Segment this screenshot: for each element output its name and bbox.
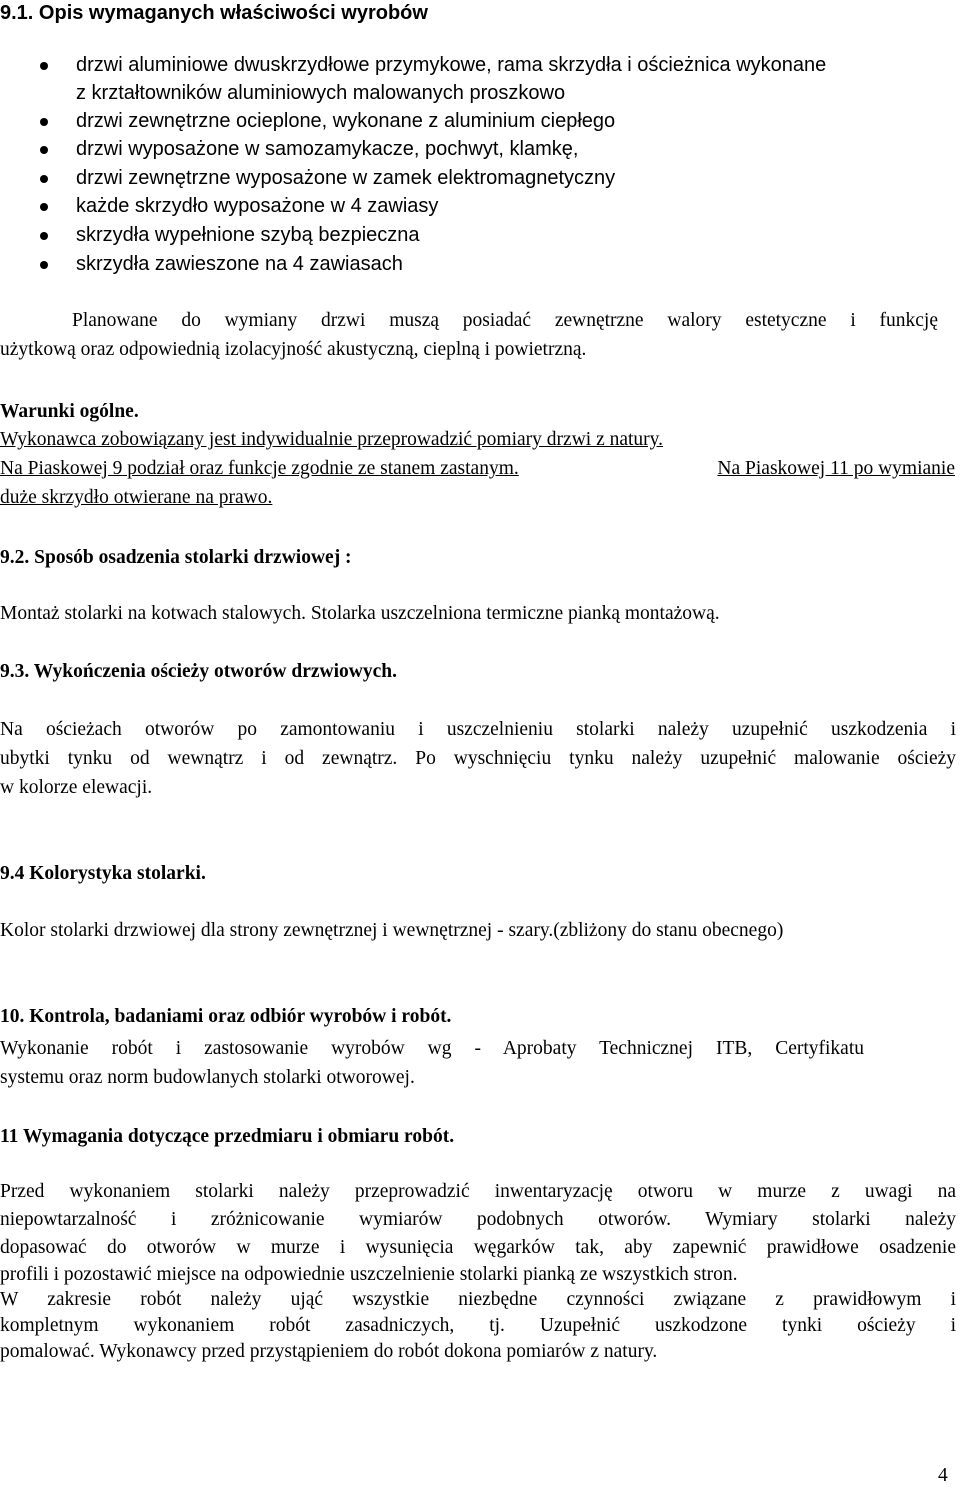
warunki-line: Na Piaskowej 9 podział oraz funkcje zgodnie ze stanem zastanym.	[0, 458, 519, 479]
bullet-text: skrzydła wypełnione szybą bezpieczna	[76, 224, 420, 246]
section-9-4-heading: 9.4 Kolorystyka stolarki.	[0, 863, 206, 884]
section-9-3-line: Na ościeżach otworów po zamontowaniu i uszczelnieniu stolarki należy uzupełnić uszkodzenia i	[0, 719, 956, 740]
section-9-2-heading: 9.2. Sposób osadzenia stolarki drzwiowej :	[0, 547, 352, 568]
warunki-heading: Warunki ogólne.	[0, 401, 139, 422]
section-10-heading: 10. Kontrola, badaniami oraz odbiór wyrobów i robót.	[0, 1006, 452, 1027]
section-11-line: pomalować. Wykonawcy przed przystąpieniem do robót dokona pomiarów z natury.	[0, 1341, 658, 1362]
warunki-line: Wykonawca zobowiązany jest indywidualnie przeprowadzić pomiary drzwi z natury.	[0, 429, 664, 450]
section-11-line: profili i pozostawić miejsce na odpowiednie uszczelnienie stolarki pianką ze wszystkich stron.	[0, 1264, 738, 1285]
section-9-4-text: Kolor stolarki drzwiowej dla strony zewnętrznej i wewnętrznej - szary.(zbliżony do stanu obecnego)	[0, 920, 784, 941]
bullet-icon	[40, 118, 48, 126]
bullet-text: każde skrzydło wyposażone w 4 zawiasy	[76, 195, 439, 217]
bullet-text: drzwi zewnętrzne wyposażone w zamek elektromagnetyczny	[76, 167, 616, 189]
bullet-icon	[40, 261, 48, 269]
section-9-2-text: Montaż stolarki na kotwach stalowych. Stolarka uszczelniona termiczne pianką montażową.	[0, 603, 720, 624]
bullet-text: drzwi aluminiowe dwuskrzydłowe przymykowe, rama skrzydła i ościeżnica wykonane	[76, 54, 827, 76]
bullet-icon	[40, 232, 48, 240]
section-11-line: Przed wykonaniem stolarki należy przeprowadzić inwentaryzację otworu w murze z uwagi na	[0, 1181, 956, 1202]
section-10-line: systemu oraz norm budowlanych stolarki otworowej.	[0, 1067, 415, 1088]
section-9-1-heading: 9.1. Opis wymaganych właściwości wyrobów	[0, 2, 428, 24]
section-9-3-heading: 9.3. Wykończenia ościeży otworów drzwiowych.	[0, 661, 397, 682]
section-11-heading: 11 Wymagania dotyczące przedmiaru i obmiaru robót.	[0, 1126, 455, 1147]
paragraph-line: Planowane do wymiany drzwi muszą posiadać zewnętrzne walory estetyczne i funkcję	[72, 310, 938, 331]
bullet-text: drzwi wyposażone w samozamykacze, pochwyt, klamkę,	[76, 138, 579, 160]
bullet-text-continuation: z krztałtowników aluminiowych malowanych proszkowo	[76, 82, 566, 104]
paragraph-line: użytkową oraz odpowiednią izolacyjność akustyczną, cieplną i powietrzną.	[0, 339, 587, 360]
warunki-line: duże skrzydło otwierane na prawo.	[0, 487, 273, 508]
page-number: 4	[938, 1465, 948, 1486]
bullet-icon	[40, 203, 48, 211]
section-10-line: Wykonanie robót i zastosowanie wyrobów wg - Aprobaty Technicznej ITB, Certyfikatu	[0, 1038, 864, 1059]
bullet-text: skrzydła zawieszone na 4 zawiasach	[76, 253, 403, 275]
section-11-line: kompletnym wykonaniem robót zasadniczych, tj. Uzupełnić uszkodzone tynki ościeży i	[0, 1315, 956, 1336]
section-11-line: niepowtarzalność i zróżnicowanie wymiarów podobnych otworów. Wymiary stolarki należy	[0, 1209, 956, 1230]
section-11-line: W zakresie robót należy ująć wszystkie niezbędne czynności związane z prawidłowym i	[0, 1289, 956, 1310]
section-11-line: dopasować do otworów w murze i wysunięcia węgarków tak, aby zapewnić prawidłowe osadzenie	[0, 1237, 956, 1258]
bullet-text: drzwi zewnętrzne ocieplone, wykonane z aluminium ciepłego	[76, 110, 616, 132]
bullet-icon	[40, 62, 48, 70]
section-9-3-line: ubytki tynku od wewnątrz i od zewnątrz. Po wyschnięciu tynku należy uzupełnić malowanie ościeży	[0, 748, 956, 769]
bullet-icon	[40, 175, 48, 183]
section-9-3-line: w kolorze elewacji.	[0, 777, 153, 798]
warunki-line: Na Piaskowej 11 po wymianie	[717, 458, 955, 479]
bullet-icon	[40, 146, 48, 154]
